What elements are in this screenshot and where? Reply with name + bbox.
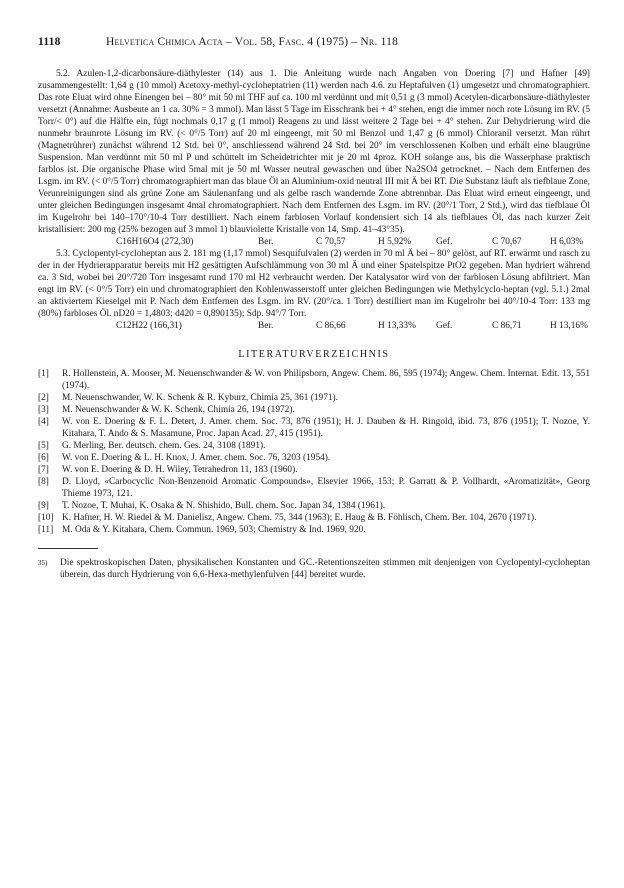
- analysis-formula: C12H22 (166,31): [116, 321, 182, 331]
- reference-number: [8]: [38, 477, 49, 487]
- analysis-c-calc: C 86,66: [316, 321, 346, 331]
- elemental-analysis-cyclopentyl: [38, 320, 590, 332]
- reference-text: T. Nozoe, T. Muhai, K. Osaka & N. Shishido, Bull. chem. Soc. Japan 34, 1384 (1961).: [62, 501, 386, 511]
- section-5-3-paragraph: 5.3. Cyclopentyl-cycloheptan aus 2. 181 mg (1,17 mmol) Sesquifulvalen (2) werden in 70 ml Ä bei – 80° gelöst, auf RT. erwärmt und rasch zu der in der Hydrierapparatur bereits mit H2 gesättigten Aufschlämmung von 30 ml Ä und einer Spatelspitze PtO2 gegeben. Man hydriert während ca. 3 Std, wobei bei 20°/720 Torr insgesamt rund 170 ml H2 verbraucht werden. Der Katalysator wird von der farblosen Lösung abfiltriert. Man engt im RV. (< 0°/5 Torr) ein und chromatographiert den Kohlenwasserstoff unter gleichen Bedingungen wie Methylcyclo-heptan (vgl. 5.1.) 2mal an aktiviertem Kieselgel mit P. Nach dem Entfernen des Lsgm. im RV. (20°/ca. 1 Torr) destilliert man im Kugelrohr bei 40°/10-4 Torr: 133 mg (80%) farbloses Öl. nD20 = 1,4803; d420 = 0,890135); Sdp. 94°/7 Torr.: [38, 249, 590, 319]
- reference-number: [7]: [38, 465, 49, 475]
- literature-heading: LITERATURVERZEICHNIS: [238, 349, 390, 360]
- analysis-c-found: C 86,71: [492, 321, 522, 331]
- reference-item: [38, 404, 590, 416]
- footnote-mark: 35): [38, 559, 48, 567]
- reference-item: [38, 476, 590, 500]
- reference-number: [10]: [38, 513, 54, 523]
- analysis-ber-label: Ber.: [258, 237, 274, 247]
- experimental-text: [38, 68, 590, 332]
- reference-number: [5]: [38, 441, 49, 451]
- reference-number: [11]: [38, 525, 54, 535]
- journal-page: [38, 36, 590, 581]
- analysis-h-calc: H 5,92%: [378, 237, 412, 247]
- reference-item: [38, 368, 590, 392]
- footnote-divider: [38, 548, 98, 549]
- reference-text: M. Neuenschwander & W. K. Schenk, Chimia 26, 194 (1972).: [62, 405, 295, 415]
- analysis-c-found: C 70,67: [492, 237, 522, 247]
- page-number: 1118: [38, 36, 61, 48]
- reference-number: [6]: [38, 453, 49, 463]
- reference-text: W. von E. Doering & D. H. Wiley, Tetrahedron 11, 183 (1960).: [62, 465, 298, 475]
- reference-text: W. von E. Doering & L. H. Knox, J. Amer. chem. Soc. 76, 3203 (1954).: [62, 453, 331, 463]
- reference-text: R. Hollenstein, A. Mooser, M. Neuenschwander & W. von Philipsborn, Angew. Chem. 86, 595 (1974); Angew. Chem. Internat. Edit. 13, 551 (1974).: [62, 369, 590, 391]
- reference-text: G. Merling, Ber. deutsch. chem. Ges. 24, 3108 (1891).: [62, 441, 266, 451]
- running-title: Helvetica Chimica Acta – Vol. 58, Fasc. 4 (1975) – Nr. 118: [106, 36, 399, 48]
- analysis-gef-label: Gef.: [436, 321, 453, 331]
- footnote-text: Die spektroskopischen Daten, physikalischen Konstanten und GC.-Retentionszeiten stimmen mit denjenigen von Cyclopentyl-cycloheptan überein, das durch Hydrierung von 6,6-Hexa-methylenfulven [44] bereitet wurde.: [60, 558, 590, 580]
- section-5-2-paragraph: 5.2. Azulen-1,2-dicarbonsäure-diäthylester (14) aus 1. Die Anleitung wurde nach Angaben von Doering [7] und Hafner [49] zusammengestellt: 1,64 g (10 mmol) Acetoxy-methyl-cycloheptatrien (11) werden nach 4.6. zu Heptafulven (1) umgesetzt und chromatographiert. Das rote Eluat wird ohne Einengen bei – 80° mit 50 ml THF auf ca. 100 ml verdünnt und mit 0,51 g (3 mmol) Acetylen-dicarbonsäure-diäthylester versetzt (Annahme: Ausbeute an 1 ca. 30% = 3 mmol). Man lässt 5 Tage im Eisschrank bei + 4° stehen, engt die immer noch rote Lösung im RV. (5 Torr/< 0°) auf die Hälfte ein, fügt nochmals 0,17 g (1 mmol) Reagens zu und lässt weitere 2 Tage bei + 4° stehen. Zur Dehydrierung wird die nunmehr braunrote Lösung im RV. (< 0°/5 Torr) auf 20 ml eingeengt, mit 50 ml Benzol und 1,47 g (6 mmol) Chloranil versetzt. Man rührt (Magnetrührer) zunächst während 12 Std. bei 0°, anschliessend während 24 Std. bei 20° im verschlossenen Kolben und erhält eine blaugrüne Suspension. Man verdünnt mit 50 ml P und schüttelt im Scheidetrichter mit je 20 ml 4proz. KOH solange aus, bis die Wasserphase praktisch farblos ist. Die organische Phase wird 5mal mit je 50 ml Wasser neutral gewaschen und über Na2SO4 getrocknet. – Nach dem Entfernen des Lsgm. im RV. (< 0°/5 Torr) chromatographiert man das blaue Öl an Aluminium-oxid neutral III mit Ä bei RT. Die Substanz läuft als tiefblaue Zone, Verunreinigungen sind als grüne Zone am Säulenanfang und als gelbe rasch wandernde Zone abtrennbar. Das Eluat wird erneut eingeengt, und unter gleichen Bedingungen insgesamt 4mal chromatographiert. Nach dem Entfernen des Lsgm. im RV. (20°/1 Torr, 2 Std.), wird das tiefblaue Öl im Kugelrohr bei 140–170°/10-4 Torr destilliert. Nach einem farblosen Vorlauf kondensiert sich 14 als tiefblaues Öl, das nach kurzer Zeit kristallisiert: 200 mg (25% bezogen auf 3 mmol 1) blauviolette Kristalle von 14, Smp. 41–43°35).: [38, 69, 590, 235]
- analysis-h-calc: H 13,33%: [378, 321, 416, 331]
- reference-item: [38, 452, 590, 464]
- page-header: [38, 36, 590, 54]
- reference-list: [38, 368, 590, 536]
- analysis-h-found: H 13,16%: [550, 321, 588, 331]
- reference-text: D. Lloyd, «Carbocyclic Non-Benzenoid Aromatic Compounds», Elsevier 1966, 153; P. Garratt & P. Vollhardt, «Aromatizität», Georg Thieme 1973, 121.: [62, 477, 590, 499]
- analysis-formula: C16H16O4 (272,30): [116, 237, 194, 247]
- reference-item: [38, 464, 590, 476]
- reference-text: K. Hafner, H. W. Riedel & M. Danielisz, Angew. Chem. 75, 344 (1963); E. Haug & B. Föhlisch, Chem. Ber. 104, 2670 (1971).: [62, 513, 537, 523]
- reference-item: [38, 416, 590, 440]
- reference-number: [1]: [38, 369, 49, 379]
- analysis-c-calc: C 70,57: [316, 237, 346, 247]
- reference-item: [38, 524, 590, 536]
- analysis-ber-label: Ber.: [258, 321, 274, 331]
- reference-item: [38, 392, 590, 404]
- reference-item: [38, 500, 590, 512]
- reference-number: [3]: [38, 405, 49, 415]
- footnote-35: [38, 557, 590, 581]
- reference-text: M. Neuenschwander, W. K. Schenk & R. Kyburz, Chimia 25, 361 (1971).: [62, 393, 339, 403]
- reference-text: M. Oda & Y. Kitahara, Chem. Commun. 1969, 503; Chemistry & Ind. 1969, 920.: [62, 525, 366, 535]
- elemental-analysis-14: [38, 236, 590, 248]
- reference-number: [4]: [38, 417, 49, 427]
- analysis-h-found: H 6,03%: [550, 237, 584, 247]
- reference-text: W. von E. Doering & F. L. Detert, J. Amer. chem. Soc. 73, 876 (1951); H. J. Dauben & H. Ringold, ibid. 73, 876 (1951); T. Nozoe, Y. Kitahara, T. Ando & S. Masamune, Proc. Japan Acad. 27, 415 (1951).: [62, 417, 590, 439]
- reference-number: [9]: [38, 501, 49, 511]
- analysis-gef-label: Gef.: [436, 237, 453, 247]
- reference-number: [2]: [38, 393, 49, 403]
- reference-item: [38, 440, 590, 452]
- reference-item: [38, 512, 590, 524]
